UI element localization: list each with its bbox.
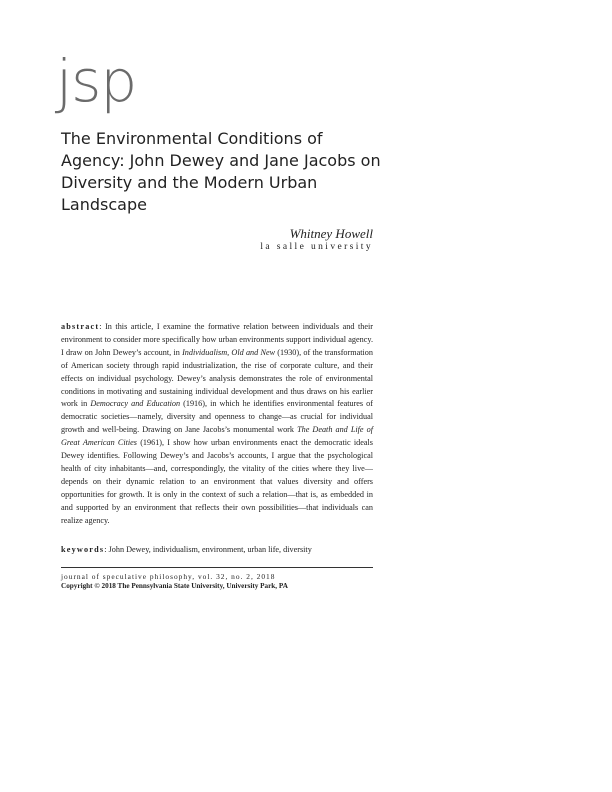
author-name: Whitney Howell (289, 226, 373, 241)
keywords-text: : John Dewey, individualism, environment, urban life, diversity (104, 545, 312, 554)
journal-citation: journal of speculative philosophy, vol. 32, no. 2, 2018 (61, 572, 276, 581)
abstract-text-4: (1961), I show how urban environments enact the democratic ideals Dewey identifies. Following Dewey’s and Jacobs’s accounts, I argue that the psychological health of city inhabitants—and, correspondingly, the vitality of the cities where they live—depends on their dynamic relation to an environment that values diversity and offers opportunities for growth. It is only in the context of such a relation—that is, as embedded in and supported by an environment that reflects their own possibilities—that individuals can realize agency. (61, 438, 373, 525)
author-affiliation: la salle university (260, 242, 373, 252)
abstract-text-2: (1930), of the transformation of American society through rapid industrialization, the rise of corporate culture, and their effects on individual psychology. Dewey’s analysis demonstrates the role of environmental conditions in motivating and sustaining individual development and thus draws on his earlier work in (61, 347, 373, 409)
abstract-text-3: (1916), in which he identifies environmental features of democratic societies—namely, diversity and openness to change—as crucial for individual growth and well-being. Drawing on Jane Jacobs’s monumental work (61, 399, 373, 435)
abstract (61, 321, 373, 528)
article-title: The Environmental Conditions of Agency: John Dewey and Jane Jacobs on Diversity and the Modern Urban Landscape (61, 129, 381, 214)
keywords (61, 544, 373, 556)
copyright-notice: Copyright © 2018 The Pennsylvania State University, University Park, PA (61, 582, 288, 590)
abstract-work-1: Individualism, Old and New (182, 347, 276, 357)
abstract-work-3: The Death and Life of Great American Cities (61, 425, 373, 448)
abstract-text-1: : In this article, I examine the formative relation between individuals and their environment to consider more specifically how urban environments support individual agency. I draw on John Dewey’s account, in (61, 322, 373, 357)
keywords-label: keywords (61, 545, 105, 554)
abstract-work-2: Democracy and Education (90, 399, 181, 409)
footer-divider (61, 567, 373, 568)
journal-logo: jsp (56, 47, 137, 115)
abstract-label: abstract (61, 322, 100, 331)
